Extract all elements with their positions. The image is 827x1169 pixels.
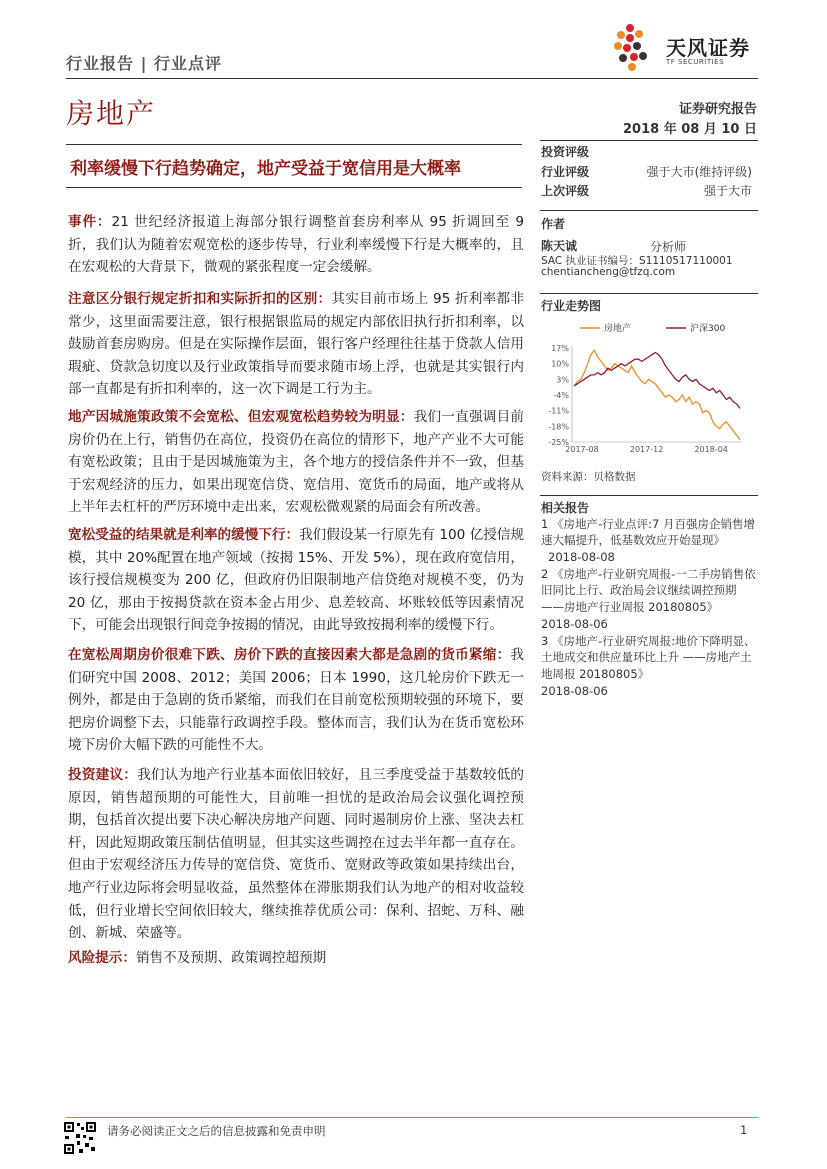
y-tick-label: -25% (548, 438, 569, 447)
report-type: 证券研究报告 (678, 102, 757, 117)
header-divider (66, 78, 758, 79)
author-sac: SAC 执业证书编号：S1110517110001 (541, 255, 733, 267)
paragraph-lead: 地产因城施策政策不会宽松、但宏观宽松趋势较为明显： (68, 409, 414, 425)
paragraph-lead: 宽松受益的结果就是利率的缓慢下行： (68, 527, 300, 543)
paragraph-text: 我们认为地产行业基本面依旧较好，且三季度受益于基数较低的原因，销售超预期的可能性大，目前唯一担忧的是政治局会议强化调控预期，包括首次提出要下决心解决房地产问题、同时遏制房价上涨、坚决去杠杆，因此短期政策压制估值明显，但其实这些调控在过去半年都一直存在。但由于宏观经济压力传导的宽信贷、宽货币、宽财政等政策如果持续出台，地产行业边际将会明显收益，虽然整体在滞胀期我们认为地产的相对收益较低，但行业增长空间依旧较大，继续推荐优质公司：保利、招蛇、万科、融创、新城、荣盛等。 (68, 767, 525, 942)
related-report-title[interactable]: 3 《房地产-行业研究周报:地价下降明显、土地成交和供应量环比上升 ——房地产土地周报 20180805》 (541, 634, 756, 681)
author-email: chentiancheng@tfzq.com (541, 266, 676, 278)
trend-heading: 行业走势图 (541, 299, 602, 313)
legend-label-hs300: 沪深300 (690, 324, 726, 334)
related-heading: 相关报告 (541, 501, 590, 515)
series-line (574, 350, 740, 440)
paragraph-text: 21 世纪经济报道上海部分银行调整首套房利率从 95 折调回至 9 折，我们认为随着宏观宽松的逐步传导，行业利率缓慢下行是大概率的，且在宏观松的大背景下，微观的紧张程度一定会缓解。 (68, 214, 525, 276)
y-tick-label: 17% (551, 344, 569, 353)
paragraph-text: 销售不及预期、政策调控超预期 (135, 950, 327, 966)
paragraph-lead: 在宽松周期房价很难下跌、房价下跌的直接因素大都是急剧的货币紧缩： (68, 647, 511, 663)
body-paragraph (68, 211, 524, 279)
sidebar-divider (540, 495, 758, 496)
prev-rating-value: 强于大市 (703, 184, 752, 198)
body-paragraph (68, 947, 524, 970)
y-tick-label: -18% (548, 422, 569, 432)
chart-source: 资料来源：贝格数据 (541, 471, 636, 483)
report-date: 2018 年 08 月 10 日 (623, 122, 757, 137)
paragraph-lead: 投资建议： (68, 767, 138, 783)
sidebar-divider (540, 210, 758, 211)
author-heading: 作者 (541, 217, 566, 231)
y-tick-label: 3% (556, 375, 569, 385)
paragraph-text: 我们研究中国 2008、2012；美国 2006；日本 1990，这几轮房价下跌无一例外，都是由于急剧的货币紧缩，而我们在目前宽松预期较强的环境下，要把房价调整下去，只能靠行政调控手段。整体而言，我们认为在货币宽松环境下房价大幅下跌的可能性不大。 (68, 647, 524, 754)
report-category: 行业报告 | 行业点评 (66, 54, 222, 73)
y-tick-label: 10% (551, 359, 569, 369)
industry-trend-chart (538, 316, 758, 456)
body-paragraph (68, 406, 524, 519)
author-name: 陈天诚 (541, 239, 578, 253)
related-report-title[interactable]: 1 《房地产-行业点评:7 月百强房企销售增速大幅提升，低基数效应开始显现》 (541, 517, 755, 548)
industry-rating-label: 行业评级 (541, 165, 590, 179)
related-report-date: 2018-08-06 (541, 617, 608, 631)
paragraph-lead: 风险提示： (68, 950, 136, 966)
x-tick-label: 2017-12 (629, 445, 664, 454)
y-tick-label: -4% (553, 391, 569, 400)
report-title: 利率缓慢下行趋势确定，地产受益于宽信用是大概率 (70, 159, 461, 179)
author-role: 分析师 (650, 240, 687, 254)
prev-rating-label: 上次评级 (541, 184, 590, 198)
series-line (574, 353, 740, 409)
paragraph-text: 其实目前市场上 95 折利率都非常少，这里面需要注意，银行根据银监局的规定内部依旧执行折扣利率，以鼓励首套房购房。但是在实际操作层面，银行客户经理往往基于贷款人信用瑕疵、贷款急切度以及行业政策指导而要求随市场上浮，也就是其实银行内部一直都是有折扣利率的，这一次下调是工行为主。 (68, 291, 524, 398)
sector-title: 房地产 (66, 97, 157, 130)
x-tick-label: 2018-04 (694, 445, 728, 454)
logo-name: 天风证券 (666, 36, 750, 60)
body-paragraph (68, 764, 524, 945)
paragraph-text: 我们假设某一行原先有 100 亿授信规模，其中 20%配置在地产领域（按揭 15%、开发 5%），现在政府宽信用，该行授信规模变为 200 亿，但政府仍旧限制地产信贷绝对规模不变，仍为 20 亿，那由于按揭贷款在资本金占用少、息差较高、坏账较低等因素情况下，可能会出现银行间竞争按揭的情况，由此导致按揭利率的缓慢下行。 (68, 527, 524, 634)
sidebar-divider (540, 293, 758, 294)
disclaimer-text: 请务必阅读正文之后的信息披露和免责申明 (107, 1124, 326, 1138)
paragraph-lead: 注意区分银行规定折扣和实际折扣的区别： (68, 291, 332, 307)
related-report-date: 2018-08-08 (548, 550, 615, 564)
paragraph-text: 我们一直强调目前房价仍在上行，销售仍在高位，投资仍在高位的情形下，地产产业不大可能有宽松政策；且由于是因城施策为主，各个地方的授信条件并不一致，但基于宏观经济的压力，如果出现宽信贷、宽信用、宽货币的局面，地产或将从上半年去杠杆的严厉环境中走出来，宏观松微观紧的局面会有所改善。 (68, 409, 525, 516)
x-tick-label: 2017-08 (565, 445, 599, 454)
sidebar-divider (540, 140, 758, 141)
related-report-title[interactable]: 2 《房地产-行业研究周报-一二手房销售依旧同比上行、政治局会议继续调控预期 ——房地产行业周报 20180805》 (541, 567, 756, 614)
page-number: 1 (740, 1123, 748, 1137)
industry-rating-value: 强于大市(维持评级) (646, 165, 752, 179)
body-paragraph (68, 644, 524, 757)
logo-subtitle: TF SECURITIES (666, 58, 725, 66)
footer-divider (66, 1117, 758, 1118)
body-paragraph (68, 288, 524, 401)
y-tick-label: -11% (548, 406, 569, 416)
related-report-date: 2018-08-06 (541, 684, 608, 698)
rating-heading: 投资评级 (541, 145, 590, 159)
paragraph-lead: 事件： (68, 214, 112, 230)
legend-label-realestate: 房地产 (604, 324, 632, 334)
qr-code-icon (63, 1121, 97, 1155)
body-paragraph (68, 524, 524, 637)
